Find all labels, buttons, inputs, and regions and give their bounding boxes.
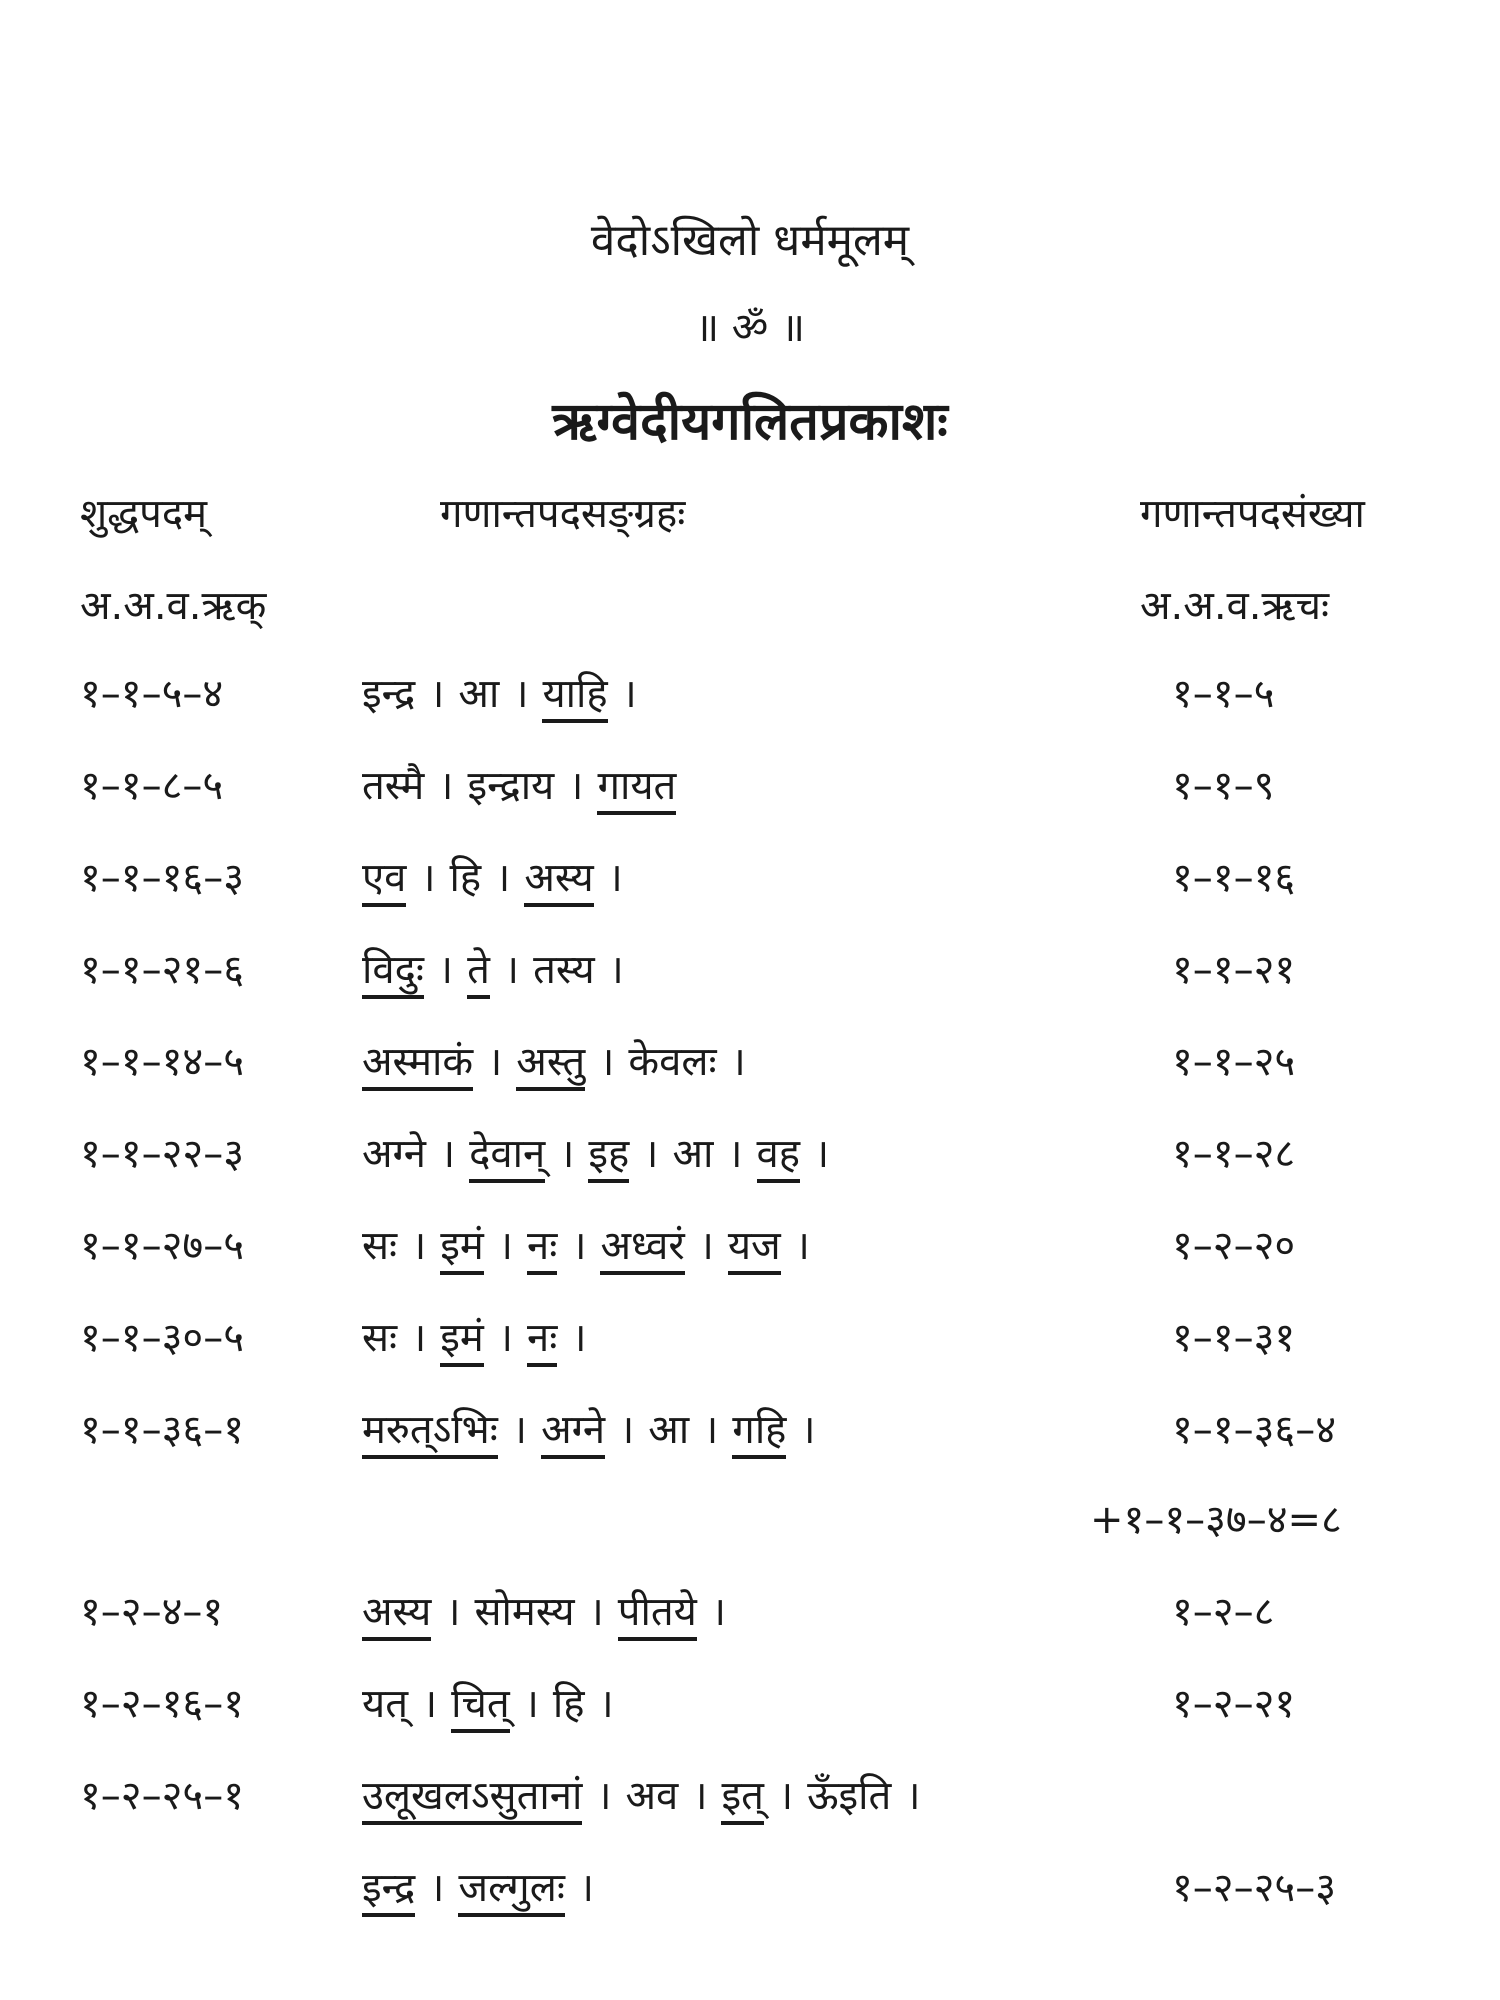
verse-reference: १–१–३०–५ — [80, 1315, 244, 1361]
word: इमं — [440, 1315, 484, 1367]
word: केवलः — [628, 1039, 717, 1085]
word-group — [362, 756, 676, 811]
verse-reference: १–१–१६–३ — [80, 855, 244, 901]
word-group — [362, 1858, 608, 1913]
danda-separator: । — [727, 1131, 743, 1177]
danda-separator: । — [568, 763, 584, 809]
verse-count: १–१–५ — [1172, 671, 1275, 717]
table-row — [0, 1582, 1500, 1662]
table-row — [0, 940, 1500, 1020]
word-group — [362, 1674, 628, 1729]
danda-separator: । — [571, 1223, 587, 1269]
word: नः — [527, 1223, 557, 1275]
word-group — [362, 1032, 760, 1087]
verse-reference: १–१–२२–३ — [80, 1131, 244, 1177]
word: नः — [527, 1315, 557, 1367]
table-row — [0, 1674, 1500, 1754]
word-group — [362, 664, 651, 719]
word: याहि — [542, 671, 607, 723]
word-group — [362, 1216, 824, 1271]
subheader-right: अ.अ.व.ऋचः — [1140, 583, 1330, 629]
verse-reference: १–१–२७–५ — [80, 1223, 244, 1269]
word-group — [362, 848, 637, 903]
danda-separator: । — [429, 671, 445, 717]
trailing-danda: । — [730, 1039, 746, 1085]
word: मरुत्ऽभिः — [362, 1407, 498, 1459]
danda-separator: । — [495, 855, 511, 901]
column-header-right: गणान्तपदसंख्या — [1140, 491, 1365, 537]
verse-reference: १–१–८–५ — [80, 763, 224, 809]
table-row — [0, 1858, 1500, 1938]
table-row — [0, 1766, 1500, 1846]
word: गायत — [597, 763, 676, 815]
table-row — [0, 1124, 1500, 1204]
word: आ — [458, 671, 500, 717]
trailing-danda: । — [607, 855, 623, 901]
verse-count: १–१–३६–४ — [1172, 1407, 1336, 1453]
danda-separator: । — [692, 1773, 708, 1819]
word: यत् — [362, 1681, 408, 1727]
trailing-danda: । — [905, 1773, 921, 1819]
word: आ — [672, 1131, 714, 1177]
verse-count: १–२–२१ — [1172, 1681, 1296, 1727]
word-group — [362, 1582, 740, 1637]
trailing-danda: । — [710, 1589, 727, 1635]
word: अस्तु — [516, 1039, 585, 1091]
table-row — [0, 756, 1500, 836]
danda-separator: । — [513, 671, 529, 717]
word: तस्मै — [362, 763, 425, 809]
danda-separator: । — [445, 1589, 461, 1635]
word: ऊँइति — [807, 1773, 892, 1819]
danda-separator: । — [619, 1407, 635, 1453]
word: सः — [362, 1315, 398, 1361]
verse-count: १–१–३१ — [1172, 1315, 1296, 1361]
table-row — [0, 664, 1500, 744]
danda-separator: । — [440, 1131, 456, 1177]
word: उलूखलऽसुतानां — [362, 1773, 582, 1825]
danda-separator: । — [643, 1131, 659, 1177]
table-row — [0, 1490, 1500, 1570]
word: अग्ने — [541, 1407, 605, 1459]
column-header-left: शुद्धपदम् — [80, 491, 208, 537]
verse-count: १–१–९ — [1172, 763, 1275, 809]
verse-reference: १–१–३६–१ — [80, 1407, 244, 1453]
table-row — [0, 1400, 1500, 1480]
word: सोमस्य — [474, 1589, 575, 1635]
word: जल्गुलः — [458, 1865, 564, 1917]
danda-separator: । — [599, 1039, 615, 1085]
word: अव — [625, 1773, 679, 1819]
table-row — [0, 1032, 1500, 1112]
verse-reference: १–१–२१–६ — [80, 947, 244, 993]
verse-count: १–१–१६ — [1172, 855, 1296, 901]
verse-reference: १–१–५–४ — [80, 671, 224, 717]
danda-separator: । — [411, 1223, 427, 1269]
word: विदुः — [362, 947, 424, 999]
danda-separator: । — [511, 1407, 528, 1453]
word: वह — [757, 1131, 800, 1183]
word-group — [362, 1400, 830, 1455]
word: इन्द्र — [362, 1865, 415, 1917]
verse-reference: १–२–१६–१ — [80, 1681, 244, 1727]
table-row — [0, 1216, 1500, 1296]
word: गहि — [732, 1407, 786, 1459]
verse-count: १–२–८ — [1172, 1589, 1275, 1635]
danda-separator: । — [523, 1681, 539, 1727]
danda-separator: । — [559, 1131, 575, 1177]
verse-reference: १–२–४–१ — [80, 1589, 224, 1635]
word: चित् — [451, 1681, 510, 1733]
page-title: ऋग्वेदीयगलितप्रकाशः — [552, 392, 948, 452]
word: तस्य — [533, 947, 595, 993]
trailing-danda: । — [571, 1315, 587, 1361]
word: देवान् — [469, 1131, 545, 1183]
word: पीतये — [618, 1589, 697, 1641]
table-row — [0, 848, 1500, 928]
word: इह — [588, 1131, 629, 1183]
word: इन्द्र — [362, 671, 416, 717]
word: अस्माकं — [362, 1039, 473, 1091]
word: आ — [648, 1407, 690, 1453]
trailing-danda: । — [794, 1223, 810, 1269]
word: अध्वरं — [600, 1223, 684, 1275]
danda-separator: । — [429, 1865, 445, 1911]
column-header-middle: गणान्तपदसङ्ग्रहः — [440, 491, 686, 537]
trailing-danda: । — [800, 1407, 816, 1453]
subheader-left: अ.अ.व.ऋक् — [80, 583, 267, 629]
verse-count: १–१–२८ — [1172, 1131, 1296, 1177]
verse-reference: १–१–१४–५ — [80, 1039, 244, 1085]
trailing-danda: । — [814, 1131, 830, 1177]
danda-separator: । — [497, 1315, 514, 1361]
word: इत् — [721, 1773, 763, 1825]
verse-count: १–१–२१ — [1172, 947, 1296, 993]
verse-reference: १–२–२५–१ — [80, 1773, 244, 1819]
word: यज — [728, 1223, 781, 1275]
danda-separator: । — [411, 1315, 427, 1361]
word: इन्द्राय — [467, 763, 555, 809]
trailing-danda: । — [598, 1681, 614, 1727]
word: अस्य — [362, 1589, 431, 1641]
danda-separator: । — [437, 947, 454, 993]
word: अस्य — [524, 855, 593, 907]
danda-separator: । — [420, 855, 436, 901]
word-group — [362, 1308, 600, 1363]
word: एव — [362, 855, 406, 907]
verse-count: +१–१–३७–४=८ — [1090, 1497, 1342, 1543]
verse-count: १–२–२५–३ — [1172, 1865, 1336, 1911]
word: हि — [449, 855, 482, 901]
danda-separator: । — [487, 1039, 503, 1085]
danda-separator: । — [422, 1681, 438, 1727]
danda-separator: । — [596, 1773, 612, 1819]
trailing-danda: । — [621, 671, 637, 717]
trailing-danda: । — [608, 947, 624, 993]
word-group — [362, 940, 638, 995]
word: इमं — [440, 1223, 484, 1275]
danda-separator: । — [438, 763, 454, 809]
table-row — [0, 1308, 1500, 1388]
danda-separator: । — [698, 1223, 714, 1269]
om-symbol: ॥ ॐ ॥ — [695, 305, 805, 351]
word: अग्ने — [362, 1131, 426, 1177]
verse-count: १–२–२० — [1172, 1223, 1296, 1269]
word: ते — [467, 947, 490, 999]
word: हि — [552, 1681, 585, 1727]
word-group — [362, 1124, 843, 1179]
danda-separator: । — [588, 1589, 604, 1635]
verse-count: १–१–२५ — [1172, 1039, 1296, 1085]
danda-separator: । — [777, 1773, 794, 1819]
motto: वेदोऽखिलो धर्ममूलम् — [590, 215, 910, 266]
word: सः — [362, 1223, 398, 1269]
trailing-danda: । — [578, 1865, 595, 1911]
danda-separator: । — [703, 1407, 719, 1453]
word-group — [362, 1766, 934, 1821]
danda-separator: । — [503, 947, 520, 993]
danda-separator: । — [497, 1223, 514, 1269]
